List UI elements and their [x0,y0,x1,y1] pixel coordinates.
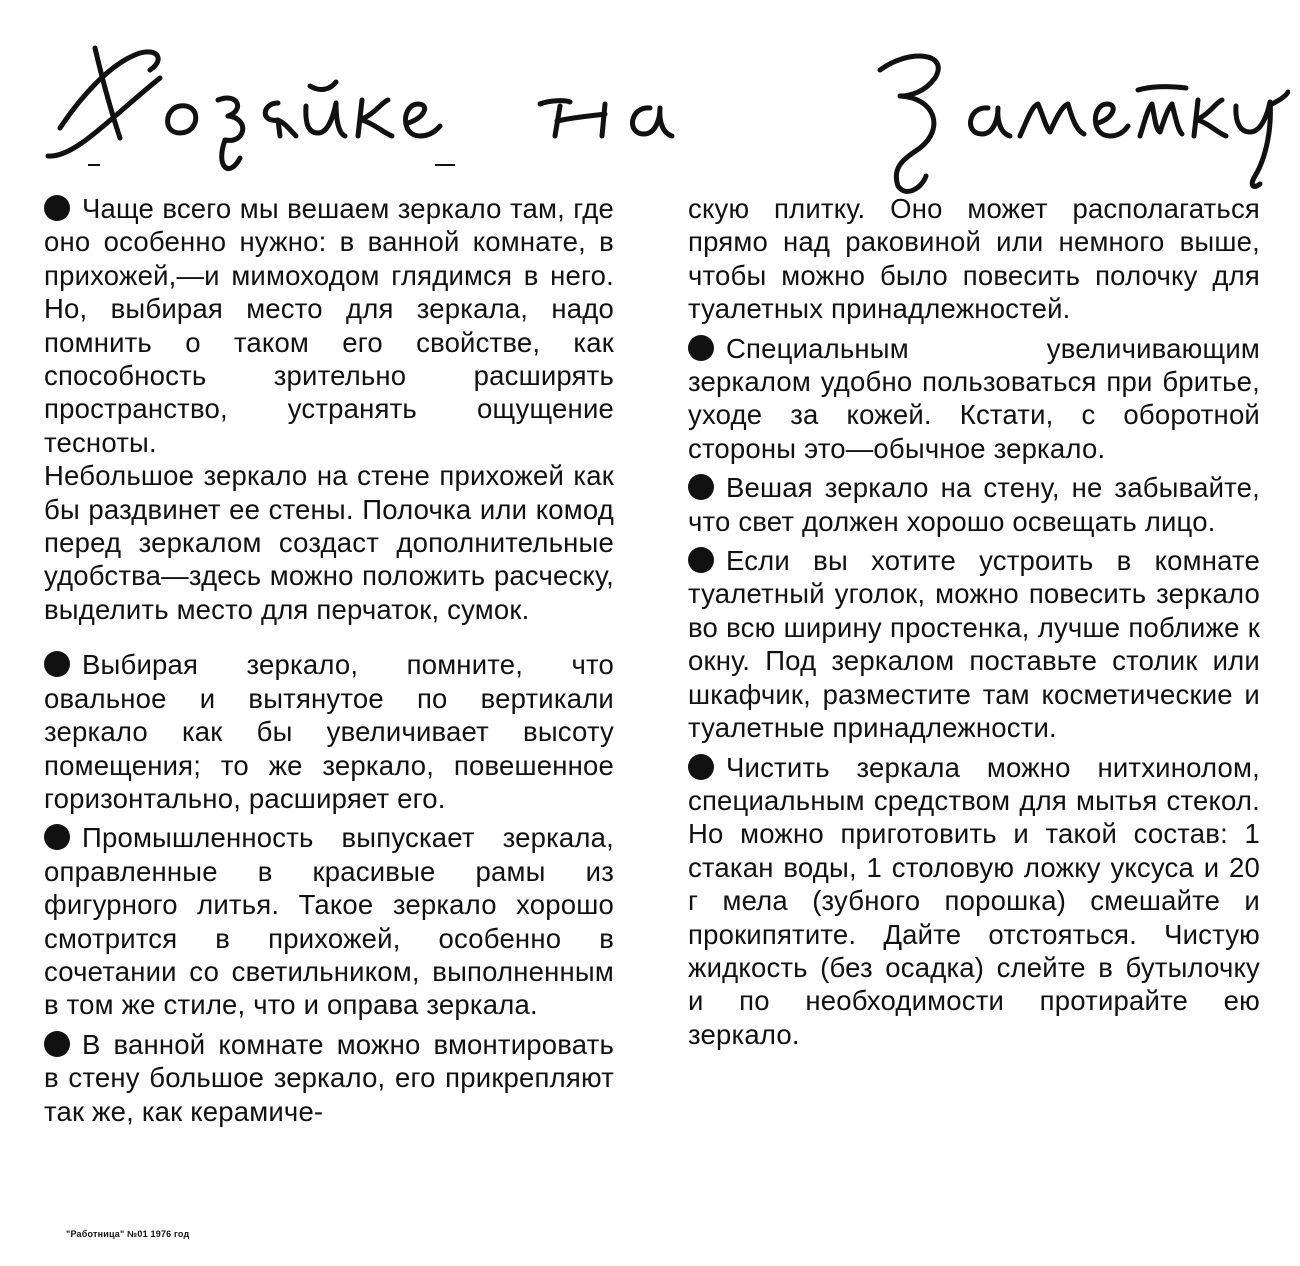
paragraph: Чаще всего мы вешаем зеркало там, где оно особенно нужно: в ванной комнате, в прихожей,—и мимоходом глядимся в него. Но, выбирая место для зеркала, надо помнить о таком его свойстве, как способность зрительно расширять пространство, устранять ощущение тесноты. [44,193,614,458]
bullet-icon [688,474,714,500]
bullet-icon [688,335,714,361]
bullet-icon [44,195,70,221]
bullet-icon [688,547,714,573]
source-caption: "Работница" №01 1976 год [66,1229,190,1239]
bullet-icon [44,651,70,677]
left-column [44,192,614,1128]
right-column [688,192,1260,1051]
paragraph: Чистить зеркала можно нитхинолом, специальным средством для мытья стекол. Но можно приготовить и такой состав: 1 стакан воды, 1 столовую ложку уксуса и 20 г мела (зубного порошка) смешайте и прокипятите. Дайте отстояться. Чистую жидкость (без осадка) слейте в бутылочку и по необходимости протирайте ею зеркало. [688,751,1260,1050]
paragraph: Промышленность выпускает зеркала, оправленные в красивые рамы из фигурного литья. Такое зеркало хорошо смотрится в прихожей, особенно в сочетании со светильником, выполненным в том же стиле, что и оправа зеркала. [44,822,614,1021]
paragraph: Небольшое зеркало на стене прихожей как бы раздвинет ее стены. Полочка или комод перед зеркалом создаст дополнительные удобства—здесь можно положить расческу, выделить место для перчаток, сумок. [44,460,614,625]
handwritten-title [40,8,1290,198]
paragraph: В ванной комнате можно вмонтировать в стену большое зеркало, его прикрепляют так же, как керамиче- [44,1028,614,1127]
paragraph: Выбирая зеркало, помните, что овальное и вытянутое по вертикали зеркало как бы увеличивает высоту помещения; то же зеркало, повешенное горизонтально, расширяет его. [44,649,614,814]
bullet-icon [44,824,70,850]
paragraph: скую плитку. Оно может располагаться прямо над раковиной или немного выше, чтобы можно было повесить полочку для туалетных принадлежностей. [688,193,1260,325]
bullet-icon [44,1031,70,1057]
paragraph: Вешая зеркало на стену, не забывайте, что свет должен хорошо освещать лицо. [688,472,1260,537]
paragraph: Если вы хотите устроить в комнате туалетный уголок, можно повесить зеркало во всю ширину простенка, лучше поближе к окну. Под зеркалом поставьте столик или шкафчик, разместите там косметические и туалетные принадлежности. [688,545,1260,744]
paragraph: Специальным увеличивающим зеркалом удобно пользоваться при бритье, уходе за кожей. Кстати, с оборотной стороны это—обычное зеркало. [688,332,1260,464]
bullet-icon [688,754,714,780]
